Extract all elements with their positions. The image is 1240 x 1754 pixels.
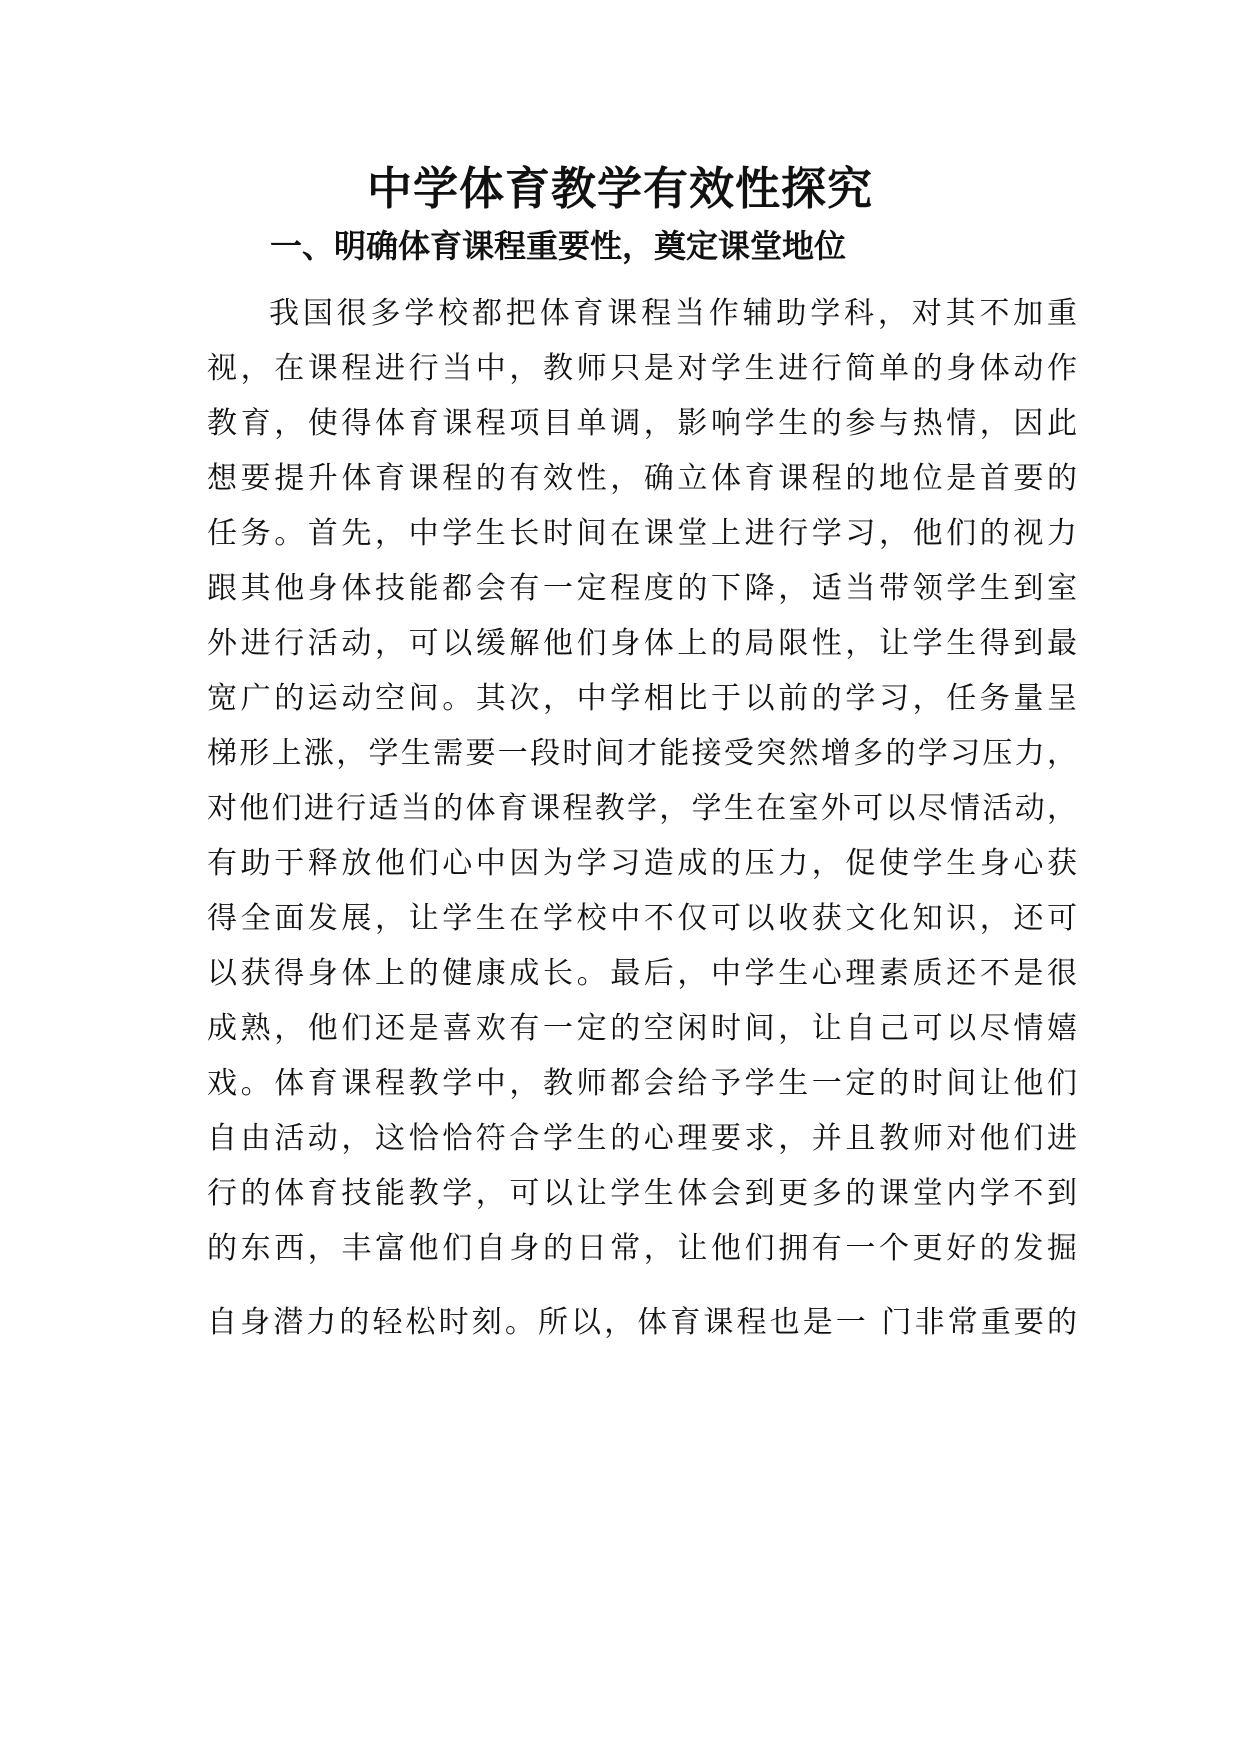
body-line: 得全面发展，让学生在学校中不仅可以收获文化知识，还可: [207, 901, 1077, 936]
body-line: 行的体育技能教学，可以让学生体会到更多的课堂内学不到: [207, 1176, 1077, 1211]
section-heading: 一、明确体育课程重要性，奠定课堂地位: [270, 227, 847, 265]
body-line: 我国很多学校都把体育课程当作辅助学科，对其不加重: [269, 296, 1077, 331]
body-line: 自身潜力的轻松时刻。所以，体育课程也是一 门非常重要的: [207, 1305, 1077, 1340]
body-line: 教育，使得体育课程项目单调，影响学生的参与热情，因此: [207, 406, 1077, 441]
body-line: 以获得身体上的健康成长。最后，中学生心理素质还不是很: [207, 956, 1077, 991]
body-line: 对他们进行适当的体育课程教学，学生在室外可以尽情活动，: [207, 791, 1077, 826]
body-line: 有助于释放他们心中因为学习造成的压力，促使学生身心获: [207, 846, 1077, 881]
body-line: 想要提升体育课程的有效性，确立体育课程的地位是首要的: [207, 461, 1077, 496]
body-paragraph: [207, 286, 1077, 1350]
body-line: 宽广的运动空间。其次，中学相比于以前的学习，任务量呈: [207, 681, 1077, 716]
body-line: 自由活动，这恰恰符合学生的心理要求，并且教师对他们进: [207, 1121, 1077, 1156]
body-line: 成熟，他们还是喜欢有一定的空闲时间，让自己可以尽情嬉: [207, 1011, 1077, 1046]
body-line: 跟其他身体技能都会有一定程度的下降，适当带领学生到室: [207, 571, 1077, 606]
document-title: 中学体育教学有效性探究: [366, 162, 873, 215]
body-line: 的东西，丰富他们自身的日常，让他们拥有一个更好的发掘: [207, 1231, 1077, 1266]
body-line: 梯形上涨，学生需要一段时间才能接受突然增多的学习压力，: [207, 736, 1077, 771]
body-line: 戏。体育课程教学中，教师都会给予学生一定的时间让他们: [207, 1066, 1077, 1101]
body-line: 外进行活动，可以缓解他们身体上的局限性，让学生得到最: [207, 626, 1077, 661]
body-line: 视，在课程进行当中，教师只是对学生进行简单的身体动作: [207, 351, 1077, 386]
body-line: 任务。首先，中学生长时间在课堂上进行学习，他们的视力: [207, 516, 1077, 551]
